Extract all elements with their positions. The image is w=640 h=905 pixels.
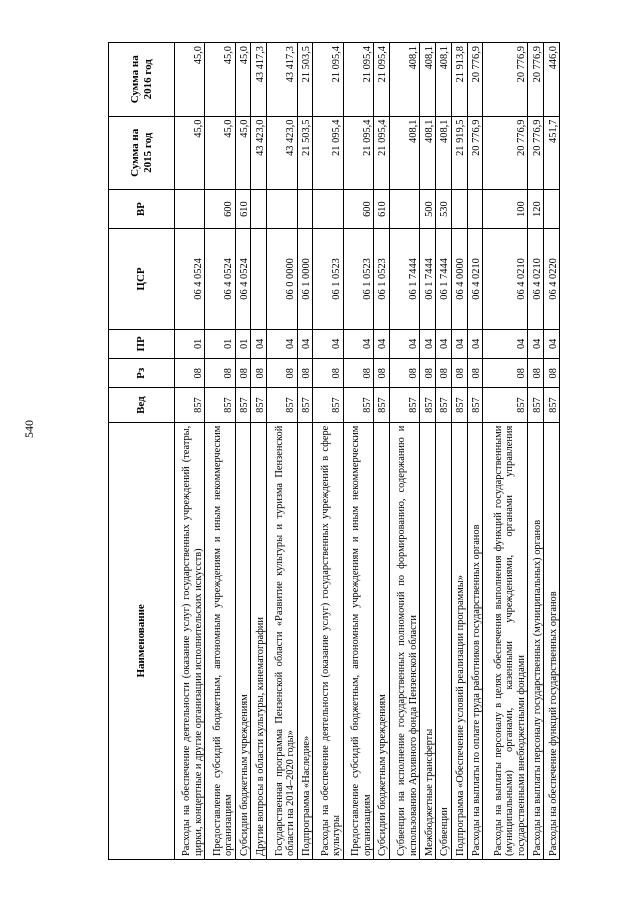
table-row — [451, 43, 467, 860]
row-pr-cell: 04 — [544, 329, 560, 358]
row-pr-cell: 04 — [251, 329, 267, 358]
row-sum-2016-cell: 21 095,4 — [374, 43, 390, 117]
row-rz-cell: 08 — [467, 359, 483, 388]
row-rz-cell: 08 — [205, 359, 235, 388]
rotated-table-wrapper — [108, 42, 560, 860]
row-name-cell: Другие вопросы в области культуры, кинематографии — [251, 422, 267, 859]
row-name-cell: Субсидии бюджетным учреждениям — [374, 422, 390, 859]
row-sum-2016-cell: 43 417,3 — [267, 43, 297, 117]
table-row — [374, 43, 390, 860]
row-name-cell: Расходы на обеспечение деятельности (оказание услуг) государственных учреждений в сфере культуры — [313, 422, 343, 859]
row-csr-cell: 06 4 0524 — [205, 229, 235, 329]
row-pr-cell: 04 — [297, 329, 313, 358]
table-row — [528, 43, 544, 860]
row-sum-2016-cell: 45,0 — [205, 43, 235, 117]
row-sum-2016-cell: 20 776,9 — [467, 43, 483, 117]
row-name-cell: Межбюджетные трансферты — [420, 422, 436, 859]
row-csr-cell: 06 4 0524 — [175, 229, 205, 329]
header-name: Наименование — [109, 422, 175, 859]
row-vr-cell: 500 — [420, 190, 436, 229]
table-row — [175, 43, 205, 860]
row-vr-cell — [467, 190, 483, 229]
row-rz-cell: 08 — [235, 359, 251, 388]
row-sum-2015-cell: 408,1 — [420, 116, 436, 189]
table-row — [389, 43, 419, 860]
row-vr-cell — [251, 190, 267, 229]
row-rz-cell: 08 — [175, 359, 205, 388]
row-rz-cell: 08 — [528, 359, 544, 388]
row-sum-2016-cell: 45,0 — [175, 43, 205, 117]
row-sum-2015-cell: 45,0 — [205, 116, 235, 189]
table-row — [343, 43, 373, 860]
row-ved-cell: 857 — [483, 388, 528, 422]
row-pr-cell: 04 — [343, 329, 373, 358]
row-sum-2015-cell: 408,1 — [389, 116, 419, 189]
row-ved-cell: 857 — [251, 388, 267, 422]
row-csr-cell: 06 1 7444 — [389, 229, 419, 329]
row-ved-cell: 857 — [205, 388, 235, 422]
row-sum-2015-cell: 43 423,0 — [251, 116, 267, 189]
row-vr-cell — [451, 190, 467, 229]
row-name-cell: Субсидии бюджетным учреждениям — [235, 422, 251, 859]
row-sum-2016-cell: 20 776,9 — [483, 43, 528, 117]
table-row — [297, 43, 313, 860]
row-pr-cell: 04 — [483, 329, 528, 358]
header-csr: ЦСР — [109, 229, 175, 329]
row-csr-cell: 06 1 0523 — [343, 229, 373, 329]
row-pr-cell: 04 — [374, 329, 390, 358]
row-csr-cell: 06 1 0523 — [313, 229, 343, 329]
row-rz-cell: 08 — [544, 359, 560, 388]
row-sum-2016-cell: 21 095,4 — [343, 43, 373, 117]
row-name-cell: Предоставление субсидий бюджетным, автономным учреждениям и иным некоммерческим организациям — [343, 422, 373, 859]
row-csr-cell: 06 1 7444 — [435, 229, 451, 329]
row-csr-cell — [251, 229, 267, 329]
table-row — [483, 43, 528, 860]
row-ved-cell: 857 — [451, 388, 467, 422]
row-sum-2015-cell: 21 095,4 — [343, 116, 373, 189]
header-rz: Рз — [109, 359, 175, 388]
row-vr-cell: 600 — [205, 190, 235, 229]
row-csr-cell: 06 1 7444 — [420, 229, 436, 329]
row-rz-cell: 08 — [297, 359, 313, 388]
row-rz-cell: 08 — [251, 359, 267, 388]
row-sum-2015-cell: 21 095,4 — [313, 116, 343, 189]
row-sum-2015-cell: 20 776,9 — [467, 116, 483, 189]
row-sum-2016-cell: 45,0 — [235, 43, 251, 117]
row-csr-cell: 06 4 0524 — [235, 229, 251, 329]
table-row — [235, 43, 251, 860]
table-row — [205, 43, 235, 860]
row-rz-cell: 08 — [374, 359, 390, 388]
row-vr-cell: 100 — [483, 190, 528, 229]
page-number: 540 — [22, 420, 36, 438]
row-sum-2015-cell: 451,7 — [544, 116, 560, 189]
table-row — [420, 43, 436, 860]
row-vr-cell: 610 — [374, 190, 390, 229]
row-vr-cell — [389, 190, 419, 229]
row-rz-cell: 08 — [420, 359, 436, 388]
row-pr-cell: 04 — [389, 329, 419, 358]
table-body — [175, 43, 560, 860]
row-name-cell: Расходы на выплаты персоналу в целях обеспечения выполнения функций государственными (муниципальными) органами, казенными учреждениями, органами управления государственными внебюджетными фондами — [483, 422, 528, 859]
row-rz-cell: 08 — [267, 359, 297, 388]
row-pr-cell: 04 — [435, 329, 451, 358]
header-sum-2016: Сумма на 2016 год — [109, 43, 175, 117]
row-vr-cell: 610 — [235, 190, 251, 229]
row-csr-cell: 06 4 0220 — [544, 229, 560, 329]
header-sum-2015: Сумма на 2015 год — [109, 116, 175, 189]
header-vr: ВР — [109, 190, 175, 229]
row-rz-cell: 08 — [389, 359, 419, 388]
row-ved-cell: 857 — [374, 388, 390, 422]
row-name-cell: Расходы на выплаты по оплате труда работников государственных органов — [467, 422, 483, 859]
row-vr-cell — [175, 190, 205, 229]
row-sum-2015-cell: 21 095,4 — [374, 116, 390, 189]
row-ved-cell: 857 — [343, 388, 373, 422]
row-sum-2015-cell: 20 776,9 — [483, 116, 528, 189]
row-pr-cell: 04 — [528, 329, 544, 358]
header-pr: ПР — [109, 329, 175, 358]
row-pr-cell: 04 — [313, 329, 343, 358]
row-ved-cell: 857 — [467, 388, 483, 422]
row-ved-cell: 857 — [544, 388, 560, 422]
row-vr-cell — [313, 190, 343, 229]
row-csr-cell: 06 4 0210 — [467, 229, 483, 329]
header-ved: Вед — [109, 388, 175, 422]
row-pr-cell: 04 — [467, 329, 483, 358]
row-vr-cell — [267, 190, 297, 229]
row-name-cell: Подпрограмма «Обеспечение условий реализации программы» — [451, 422, 467, 859]
row-name-cell: Подпрограмма «Наследие» — [297, 422, 313, 859]
row-name-cell: Предоставление субсидий бюджетным, автономным учреждениям и иным некоммерческим организациям — [205, 422, 235, 859]
header-row — [109, 43, 175, 860]
table-row — [435, 43, 451, 860]
row-sum-2016-cell: 21 503,5 — [297, 43, 313, 117]
row-pr-cell: 01 — [235, 329, 251, 358]
row-pr-cell: 01 — [175, 329, 205, 358]
row-name-cell: Субвенции — [435, 422, 451, 859]
row-sum-2016-cell: 21 095,4 — [313, 43, 343, 117]
row-ved-cell: 857 — [267, 388, 297, 422]
row-csr-cell: 06 0 0000 — [267, 229, 297, 329]
table-row — [251, 43, 267, 860]
row-rz-cell: 08 — [435, 359, 451, 388]
row-vr-cell: 600 — [343, 190, 373, 229]
row-name-cell: Государственная программа Пензенской области «Развитие культуры и туризма Пензенской области на 2014–2020 годы» — [267, 422, 297, 859]
row-name-cell: Расходы на выплаты персоналу государственных (муниципальных) органов — [528, 422, 544, 859]
row-pr-cell: 01 — [205, 329, 235, 358]
row-rz-cell: 08 — [313, 359, 343, 388]
row-sum-2016-cell: 21 913,8 — [451, 43, 467, 117]
row-vr-cell — [297, 190, 313, 229]
row-vr-cell: 120 — [528, 190, 544, 229]
row-csr-cell: 06 4 0210 — [483, 229, 528, 329]
table-row — [313, 43, 343, 860]
row-sum-2016-cell: 408,1 — [420, 43, 436, 117]
row-sum-2015-cell: 21 919,5 — [451, 116, 467, 189]
row-pr-cell: 04 — [451, 329, 467, 358]
row-name-cell: Субвенции на исполнение государственных полномочий по формированию, содержанию и использованию Архивного фонда Пензенской области — [389, 422, 419, 859]
row-csr-cell: 06 1 0523 — [374, 229, 390, 329]
row-ved-cell: 857 — [175, 388, 205, 422]
row-sum-2015-cell: 21 503,5 — [297, 116, 313, 189]
row-sum-2016-cell: 43 417,3 — [251, 43, 267, 117]
row-sum-2015-cell: 408,1 — [435, 116, 451, 189]
row-ved-cell: 857 — [435, 388, 451, 422]
row-sum-2015-cell: 45,0 — [235, 116, 251, 189]
row-ved-cell: 857 — [420, 388, 436, 422]
row-sum-2015-cell: 45,0 — [175, 116, 205, 189]
row-sum-2015-cell: 43 423,0 — [267, 116, 297, 189]
table-row — [467, 43, 483, 860]
row-sum-2016-cell: 408,1 — [435, 43, 451, 117]
row-rz-cell: 08 — [483, 359, 528, 388]
budget-table — [108, 42, 560, 860]
row-pr-cell: 04 — [267, 329, 297, 358]
row-sum-2016-cell: 446,0 — [544, 43, 560, 117]
row-name-cell: Расходы на обеспечение деятельности (оказание услуг) государственных учреждений (театры, цирки, концертные и другие организации исполнительских искусств) — [175, 422, 205, 859]
row-ved-cell: 857 — [313, 388, 343, 422]
table-row — [544, 43, 560, 860]
row-vr-cell — [544, 190, 560, 229]
row-csr-cell: 06 4 0000 — [451, 229, 467, 329]
row-ved-cell: 857 — [235, 388, 251, 422]
row-rz-cell: 08 — [343, 359, 373, 388]
row-ved-cell: 857 — [389, 388, 419, 422]
row-rz-cell: 08 — [451, 359, 467, 388]
row-sum-2015-cell: 20 776,9 — [528, 116, 544, 189]
row-pr-cell: 04 — [420, 329, 436, 358]
table-row — [267, 43, 297, 860]
row-csr-cell: 06 1 0000 — [297, 229, 313, 329]
row-vr-cell: 530 — [435, 190, 451, 229]
row-sum-2016-cell: 20 776,9 — [528, 43, 544, 117]
row-sum-2016-cell: 408,1 — [389, 43, 419, 117]
row-ved-cell: 857 — [528, 388, 544, 422]
row-name-cell: Расходы на обеспечение функций государственных органов — [544, 422, 560, 859]
row-ved-cell: 857 — [297, 388, 313, 422]
row-csr-cell: 06 4 0210 — [528, 229, 544, 329]
